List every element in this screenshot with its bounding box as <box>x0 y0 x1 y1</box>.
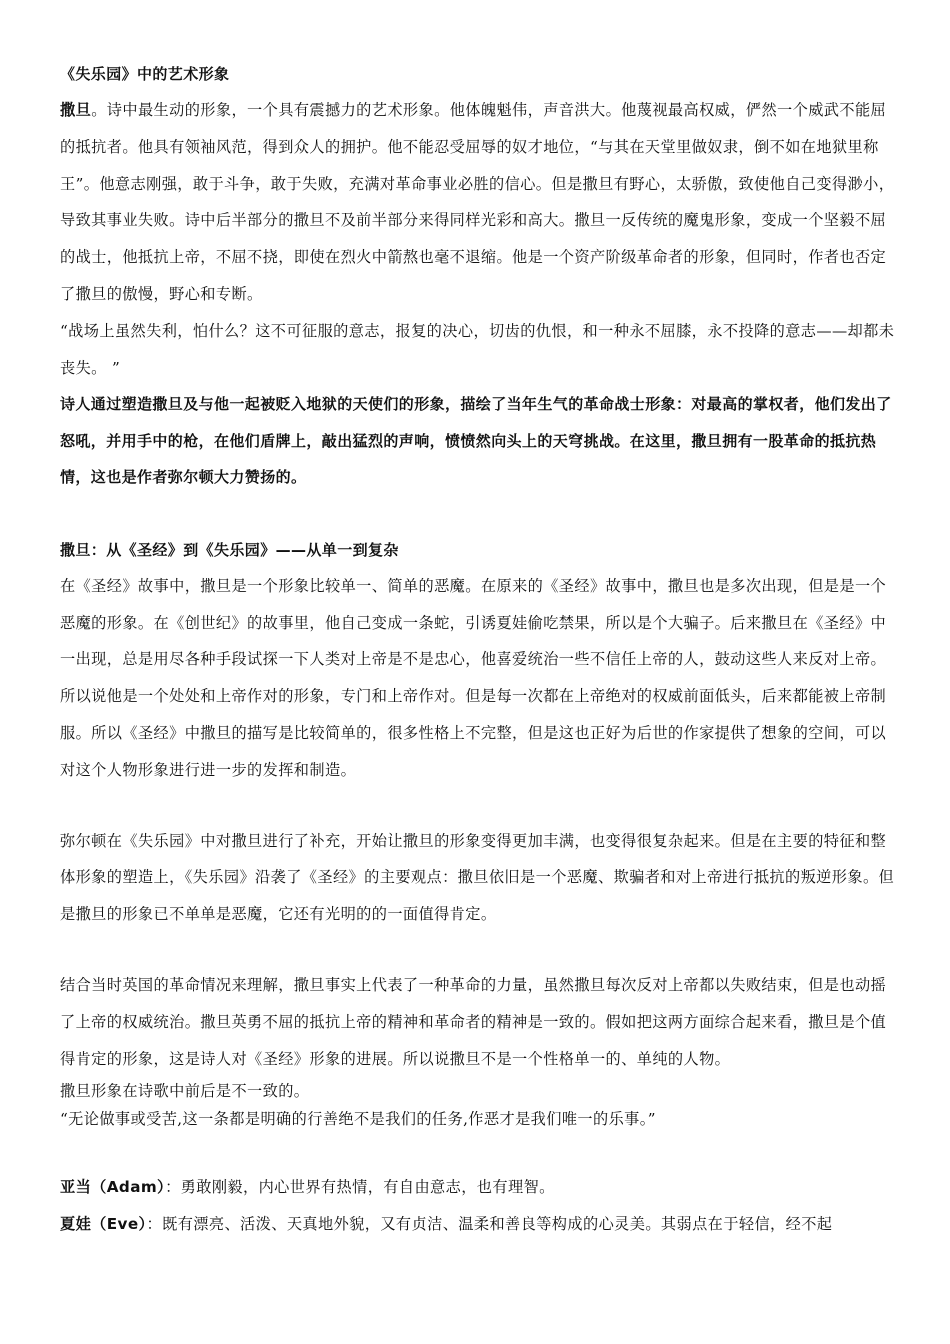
bible-satan-paragraph: 在《圣经》故事中，撒旦是一个形象比较单一、简单的恶魔。在原来的《圣经》故事中，撒旦也是多次出现，但是是一个恶魔的形象。在《创世纪》的故事里，他自己变成一条蛇，引诱夏娃偷吃禁果，所以是个大骗子。后来撒旦在《圣经》中一出现，总是用尽各种手段试探一下人类对上帝是不是忠心，他喜爱统治一些不信任上帝的人，鼓动这些人来反对上帝。所以说他是一个处处和上帝作对的形象，专门和上帝作对。但是每一次都在上帝绝对的权威前面低头，后来都能被上帝制服。所以《圣经》中撒旦的描写是比较简单的，很多性格上不完整，但是这也正好为后世的作家提供了想象的空间，可以对这个人物形象进行进一步的发挥和制造。 <box>60 576 887 779</box>
document-title: 《失乐园》中的艺术形象 <box>60 65 230 83</box>
document-page <box>60 56 900 1243</box>
adam-label: 亚当（Adam） <box>60 1178 166 1197</box>
blank-line <box>60 789 900 823</box>
evil-quote: “无论做事或受苦,这一条都是明确的行善绝不是我们的任务,作恶才是我们唯一的乐事。” <box>60 1110 656 1129</box>
satan-paragraph <box>60 92 900 313</box>
eve-paragraph <box>60 1206 900 1243</box>
milton-supplement-paragraph: 弥尔顿在《失乐园》中对撒旦进行了补充，开始让撒旦的形象变得更加丰满，也变得很复杂起来。但是在主要的特征和整体形象的塑造上，《失乐园》沿袭了《圣经》的主要观点：撒旦依旧是一个恶魔、欺骗者和对上帝进行抵抗的叛逆形象。但是撒旦的形象已不单单是恶魔，它还有光明的的一面值得肯定。 <box>60 831 895 924</box>
adam-text: ：勇敢刚毅，内心世界有热情，有自由意志，也有理智。 <box>165 1178 555 1197</box>
satan-text: 。诗中最生动的形象，一个具有震撼力的艺术形象。他体魄魁伟，声音洪大。他蔑视最高权威，俨然一个威武不能屈的抵抗者。他具有领袖风范，得到众人的拥护。他不能忍受屈辱的奴才地位，“与其在天堂里做奴隶，倒不如在地狱里称王”。他意志刚强，敢于斗争，敢于失败，充满对革命事业必胜的信心。但是撒旦有野心，太骄傲，致使他自己变得渺小，导致其事业失败。诗中后半部分的撒旦不及前半部分来得同样光彩和高大。撒旦一反传统的魔鬼形象，变成一个坚毅不屈的战士，他抵抗上帝，不屈不挠，即使在烈火中箭熬也毫不退缩。他是一个资产阶级革命者的形象，但同时，作者也否定了撒旦的傲慢，野心和专断。 <box>60 101 895 303</box>
eve-text: ：既有漂亮、活泼、天真地外貌，又有贞洁、温柔和善良等构成的心灵美。其弱点在于轻信，经不起 <box>146 1215 833 1234</box>
blank-line <box>60 1133 900 1169</box>
adam-paragraph <box>60 1169 900 1206</box>
blank-line <box>60 933 900 967</box>
revolution-paragraph: 结合当时英国的革命情况来理解，撒旦事实上代表了一种革命的力量，虽然撒旦每次反对上帝都以失败结束，但是也动摇了上帝的权威统治。撒旦英勇不屈的抵抗上帝的精神和革命者的精神是一致的。假如把这两方面综合起来看，撒旦是个值得肯定的形象，这是诗人对《圣经》形象的进展。所以说撒旦不是一个性格单一的、单纯的人物。 <box>60 976 887 1068</box>
section-heading: 撒旦：从《圣经》到《失乐园》——从单一到复杂 <box>60 540 399 559</box>
blank-line <box>60 496 900 532</box>
battle-quote: “战场上虽然失利，怕什么？这不可征服的意志，报复的决心，切齿的仇恨，和一种永不屈膝，永不投降的意志——却都未丧失。 ” <box>60 321 895 377</box>
satan-label: 撒旦 <box>60 101 92 119</box>
eve-label: 夏娃（Eve） <box>60 1215 147 1234</box>
inconsistency-line: 撒旦形象在诗歌中前后是不一致的。 <box>60 1082 310 1101</box>
poet-bold-paragraph: 诗人通过塑造撒旦及与他一起被贬入地狱的天使们的形象，描绘了当年生气的革命战士形象：对最高的掌权者，他们发出了怒吼，并用手中的枪，在他们盾牌上，敲出猛烈的声响，愤愤然向头上的天穹挑战。在这里，撒旦拥有一股革命的抵抗热情，这也是作者弥尔顿大力赞扬的。 <box>60 395 892 487</box>
